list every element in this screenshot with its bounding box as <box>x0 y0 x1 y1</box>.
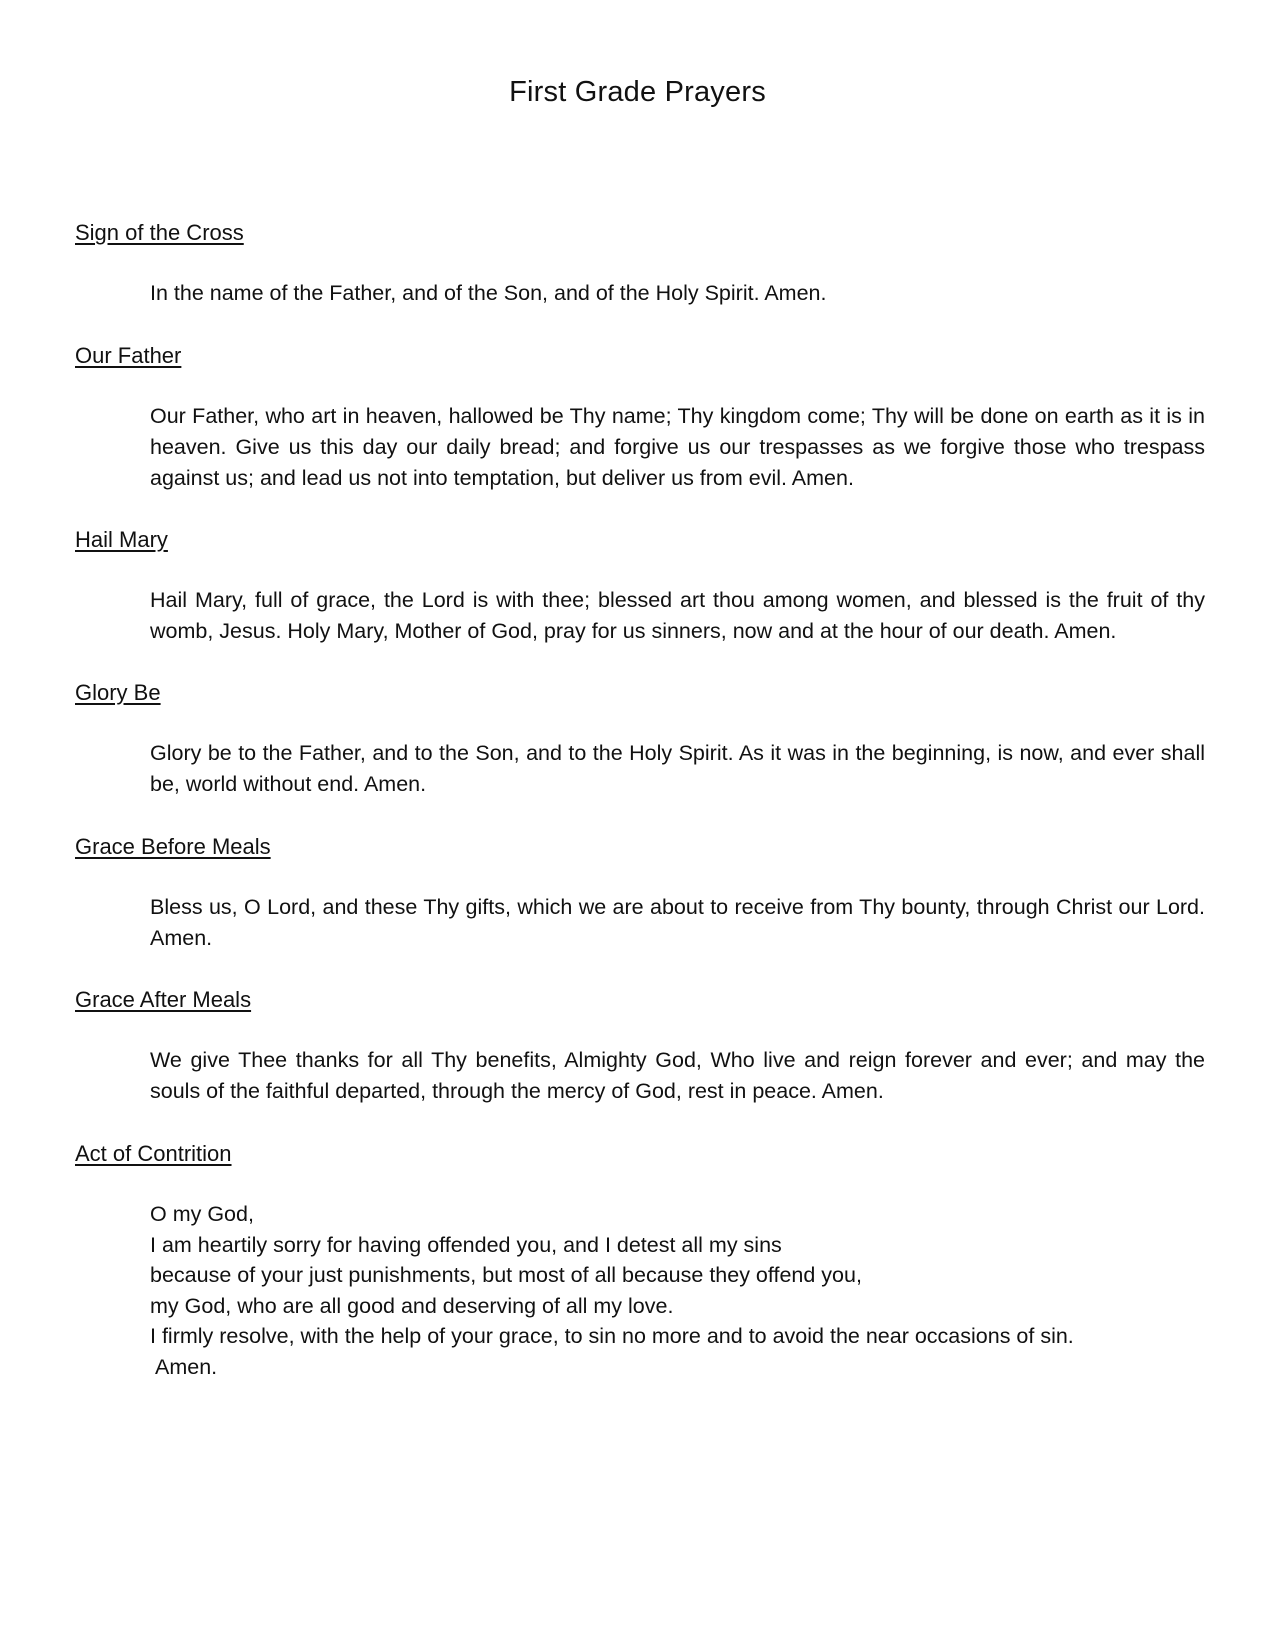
prayer-heading: Act of Contrition <box>75 1141 232 1166</box>
prayer-line: I am heartily sorry for having offended you, and I detest all my sins <box>150 1232 782 1257</box>
prayer-text: Bless us, O Lord, and these Thy gifts, which we are about to receive from Thy bounty, through Christ our Lord. Amen. <box>150 895 1205 950</box>
prayer-our-father <box>75 341 1205 490</box>
prayer-hail-mary <box>75 525 1205 643</box>
prayer-sign-of-the-cross <box>75 218 1205 305</box>
prayer-line: O my God, <box>150 1202 254 1226</box>
prayer-line: my God, who are all good and deserving of all my love. <box>150 1293 674 1318</box>
prayer-heading: Grace After Meals <box>75 987 252 1012</box>
prayer-heading: Sign of the Cross <box>75 220 244 245</box>
prayer-text: Our Father, who art in heaven, hallowed be Thy name; Thy kingdom come; Thy will be done on earth as it is in heaven. Give us this day our daily bread; and forgive us our trespasses as we forgive those who trespass against us; and lead us not into temptation, but deliver us from evil. Amen. <box>150 404 1205 490</box>
page-title: First Grade Prayers <box>509 76 766 108</box>
prayer-heading: Grace Before Meals <box>75 834 271 859</box>
prayer-grace-before-meals <box>75 832 1205 950</box>
prayer-line: because of your just punishments, but most of all because they offend you, <box>150 1263 862 1287</box>
prayer-heading: Hail Mary <box>75 527 168 552</box>
prayer-glory-be <box>75 678 1205 796</box>
prayer-act-of-contrition <box>75 1139 1205 1379</box>
prayer-text: In the name of the Father, and of the Son, and of the Holy Spirit. Amen. <box>150 281 827 305</box>
prayer-line: I firmly resolve, with the help of your grace, to sin no more and to avoid the near occasions of sin. <box>150 1324 1074 1348</box>
prayer-text: Glory be to the Father, and to the Son, and to the Holy Spirit. As it was in the beginning, is now, and ever shall be, world without end. Amen. <box>150 741 1205 796</box>
prayer-text: We give Thee thanks for all Thy benefits, Almighty God, Who live and reign forever and ever; and may the souls of the faithful departed, through the mercy of God, rest in peace. Amen. <box>150 1048 1205 1103</box>
prayer-text: Hail Mary, full of grace, the Lord is with thee; blessed art thou among women, and blessed is the fruit of thy womb, Jesus. Holy Mary, Mother of God, pray for us sinners, now and at the hour of our death. Amen. <box>150 588 1205 643</box>
prayer-heading: Our Father <box>75 343 182 368</box>
prayer-line: Amen. <box>155 1354 218 1379</box>
prayer-text <box>150 1199 1205 1382</box>
prayer-heading: Glory Be <box>75 680 161 705</box>
prayer-grace-after-meals <box>75 985 1205 1103</box>
